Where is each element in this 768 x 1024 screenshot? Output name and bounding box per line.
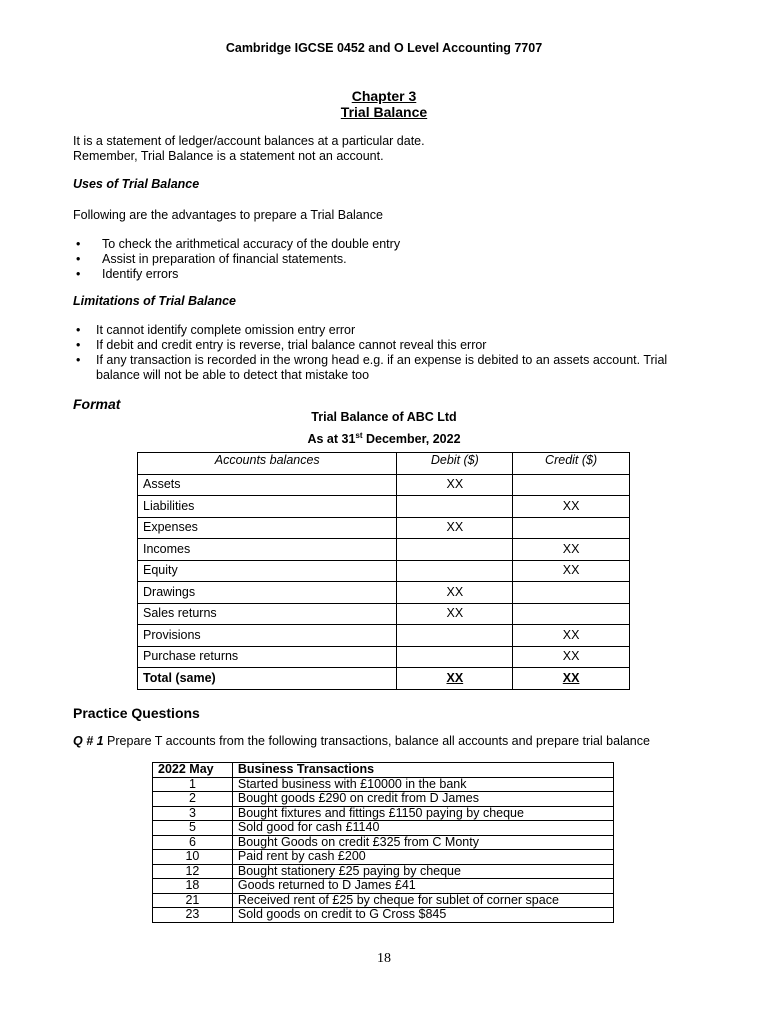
date-cell: 12 bbox=[153, 864, 233, 879]
trial-balance-title: Trial Balance of ABC Ltd bbox=[311, 410, 457, 424]
column-header: Accounts balances bbox=[138, 453, 397, 475]
transaction-cell: Bought fixtures and fittings £1150 paying by cheque bbox=[232, 806, 613, 821]
table-row bbox=[138, 603, 630, 625]
total-credit: XX bbox=[513, 668, 630, 690]
debit-cell bbox=[397, 646, 513, 668]
account-name: Drawings bbox=[138, 582, 397, 604]
date-cell: 1 bbox=[153, 777, 233, 792]
trial-balance-date: As at 31st December, 2022 bbox=[307, 430, 461, 446]
table-row bbox=[153, 879, 614, 894]
table-row bbox=[153, 908, 614, 923]
credit-cell: XX bbox=[513, 496, 630, 518]
trial-balance-table bbox=[137, 452, 630, 690]
table-row bbox=[153, 864, 614, 879]
table-row bbox=[153, 835, 614, 850]
table-row bbox=[153, 893, 614, 908]
debit-cell bbox=[397, 560, 513, 582]
transaction-cell: Bought Goods on credit £325 from C Monty bbox=[232, 835, 613, 850]
debit-cell: XX bbox=[397, 517, 513, 539]
transaction-cell: Bought stationery £25 paying by cheque bbox=[232, 864, 613, 879]
table-row bbox=[138, 646, 630, 668]
format-heading: Format bbox=[73, 396, 121, 412]
transactions-table bbox=[152, 762, 614, 923]
debit-cell: XX bbox=[397, 603, 513, 625]
transaction-cell: Sold good for cash £1140 bbox=[232, 821, 613, 836]
account-name: Assets bbox=[138, 474, 397, 496]
debit-cell: XX bbox=[397, 474, 513, 496]
column-header: Business Transactions bbox=[232, 763, 613, 778]
table-row bbox=[153, 792, 614, 807]
transaction-cell: Paid rent by cash £200 bbox=[232, 850, 613, 865]
debit-cell: XX bbox=[397, 582, 513, 604]
date-cell: 23 bbox=[153, 908, 233, 923]
page-number: 18 bbox=[377, 951, 391, 966]
transaction-cell: Goods returned to D James £41 bbox=[232, 879, 613, 894]
total-label: Total (same) bbox=[138, 668, 397, 690]
table-header-row bbox=[138, 453, 630, 475]
table-row bbox=[138, 560, 630, 582]
total-row bbox=[138, 668, 630, 690]
table-row bbox=[153, 821, 614, 836]
chapter-title: Trial Balance bbox=[340, 104, 428, 120]
date-cell: 18 bbox=[153, 879, 233, 894]
table-header-row bbox=[153, 763, 614, 778]
debit-cell bbox=[397, 539, 513, 561]
transaction-cell: Received rent of £25 by cheque for sublet of corner space bbox=[232, 893, 613, 908]
limitations-list bbox=[73, 323, 703, 383]
credit-cell: XX bbox=[513, 560, 630, 582]
column-header: Debit ($) bbox=[397, 453, 513, 475]
debit-cell bbox=[397, 625, 513, 647]
transaction-cell: Sold goods on credit to G Cross $845 bbox=[232, 908, 613, 923]
date-cell: 3 bbox=[153, 806, 233, 821]
credit-cell: XX bbox=[513, 539, 630, 561]
practice-heading: Practice Questions bbox=[73, 705, 200, 721]
total-debit: XX bbox=[397, 668, 513, 690]
uses-list bbox=[73, 237, 400, 282]
table-row bbox=[138, 474, 630, 496]
account-name: Equity bbox=[138, 560, 397, 582]
credit-cell: XX bbox=[513, 625, 630, 647]
account-name: Liabilities bbox=[138, 496, 397, 518]
date-cell: 21 bbox=[153, 893, 233, 908]
account-name: Purchase returns bbox=[138, 646, 397, 668]
credit-cell bbox=[513, 582, 630, 604]
date-cell: 10 bbox=[153, 850, 233, 865]
table-row bbox=[153, 806, 614, 821]
list-item: • It cannot identify complete omission entry error bbox=[73, 323, 703, 338]
account-name: Expenses bbox=[138, 517, 397, 539]
account-name: Provisions bbox=[138, 625, 397, 647]
credit-cell: XX bbox=[513, 646, 630, 668]
table-row bbox=[153, 850, 614, 865]
intro-line-2: Remember, Trial Balance is a statement not an account. bbox=[73, 149, 384, 163]
intro-line-1: It is a statement of ledger/account balances at a particular date. bbox=[73, 134, 425, 148]
list-item: • Identify errors bbox=[73, 267, 400, 282]
debit-cell bbox=[397, 496, 513, 518]
chapter-number: Chapter 3 bbox=[351, 88, 417, 104]
transaction-cell: Bought goods £290 on credit from D James bbox=[232, 792, 613, 807]
table-row bbox=[138, 539, 630, 561]
column-header: Credit ($) bbox=[513, 453, 630, 475]
table-row bbox=[138, 496, 630, 518]
account-name: Incomes bbox=[138, 539, 397, 561]
date-cell: 5 bbox=[153, 821, 233, 836]
running-header: Cambridge IGCSE 0452 and O Level Accounting 7707 bbox=[225, 41, 543, 55]
list-item: • If any transaction is recorded in the wrong head e.g. if an expense is debited to an assets account. Trial balance will not be able to detect that mistake too bbox=[73, 353, 703, 383]
credit-cell bbox=[513, 474, 630, 496]
list-item: • To check the arithmetical accuracy of the double entry bbox=[73, 237, 400, 252]
transaction-cell: Started business with £10000 in the bank bbox=[232, 777, 613, 792]
date-cell: 6 bbox=[153, 835, 233, 850]
uses-heading: Uses of Trial Balance bbox=[73, 177, 200, 191]
column-header: 2022 May bbox=[153, 763, 233, 778]
question-1: Q # 1 Prepare T accounts from the following transactions, balance all accounts and prepare trial balance bbox=[73, 734, 650, 748]
credit-cell bbox=[513, 517, 630, 539]
table-row bbox=[138, 625, 630, 647]
limitations-heading: Limitations of Trial Balance bbox=[73, 294, 237, 308]
table-row bbox=[138, 582, 630, 604]
account-name: Sales returns bbox=[138, 603, 397, 625]
date-cell: 2 bbox=[153, 792, 233, 807]
uses-lead: Following are the advantages to prepare a Trial Balance bbox=[73, 208, 383, 222]
table-row bbox=[138, 517, 630, 539]
table-row bbox=[153, 777, 614, 792]
list-item: • Assist in preparation of financial statements. bbox=[73, 252, 400, 267]
credit-cell bbox=[513, 603, 630, 625]
list-item: • If debit and credit entry is reverse, trial balance cannot reveal this error bbox=[73, 338, 703, 353]
